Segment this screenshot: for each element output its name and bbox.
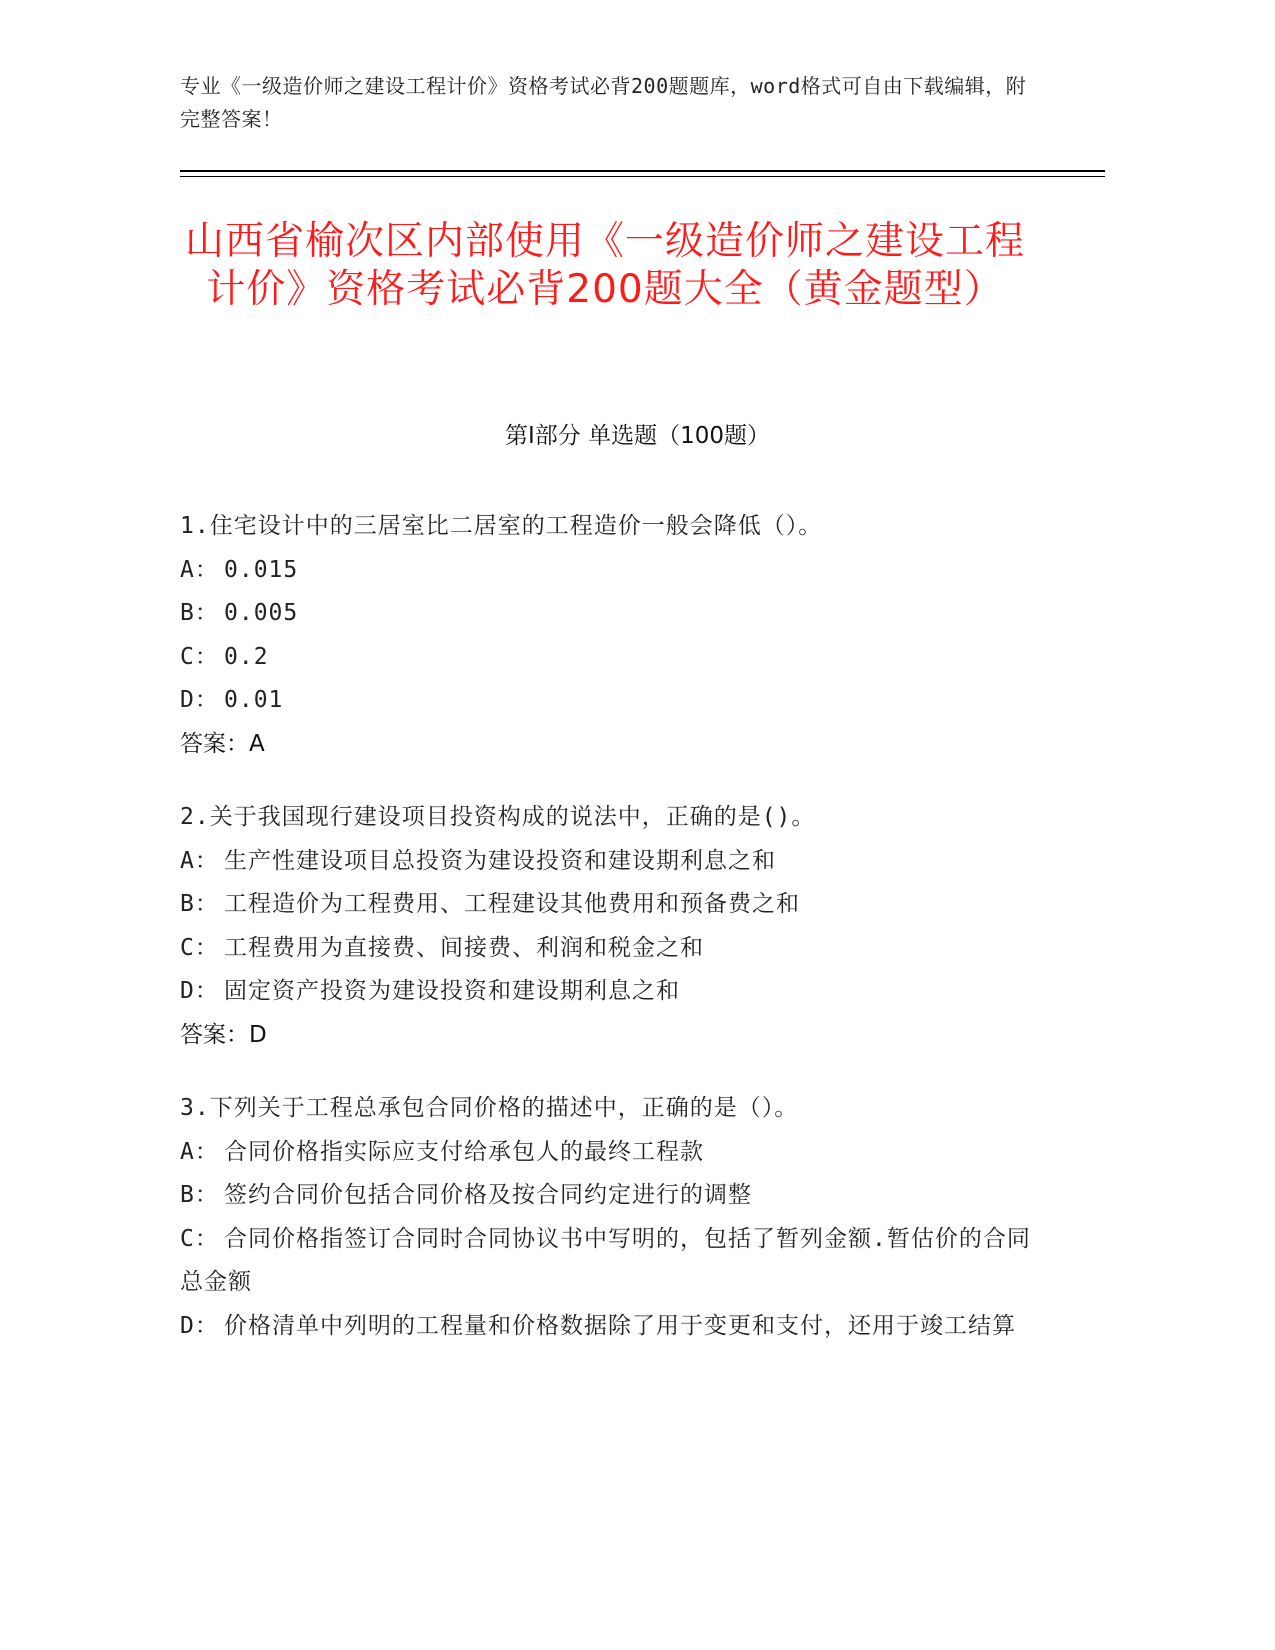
option-label: C：: [180, 643, 219, 670]
option-a: [180, 1131, 1040, 1175]
question-stem: 3.下列关于工程总承包合同价格的描述中，正确的是（）。: [180, 1095, 799, 1121]
option-text: 0.2: [224, 643, 269, 670]
option-b: [180, 1174, 1040, 1218]
option-label: B：: [180, 1182, 219, 1208]
option-label: D：: [180, 687, 219, 713]
option-c: [180, 636, 1040, 680]
question-stem: 2.关于我国现行建设项目投资构成的说法中，正确的是()。: [180, 804, 816, 830]
option-text: 合同价格指实际应支付给承包人的最终工程款: [224, 1138, 704, 1165]
option-text: 合同价格指签订合同时合同协议书中写明的，包括了暂列金额.暂估价的合同总金额: [180, 1225, 1031, 1295]
option-text: 工程费用为直接费、间接费、利润和税金之和: [224, 934, 704, 961]
option-label: A：: [180, 1138, 219, 1165]
header-rule-thick: [180, 170, 1105, 172]
option-label: A：: [180, 847, 219, 874]
section-heading: 第Ⅰ部分 单选题（100题）: [505, 423, 770, 449]
option-d: [180, 1305, 1040, 1349]
option-label: C：: [180, 1225, 219, 1252]
question-item: [180, 796, 1040, 1057]
option-a: [180, 840, 1040, 884]
option-label: D：: [180, 1312, 219, 1339]
option-label: A：: [180, 556, 219, 583]
option-b: [180, 883, 1040, 927]
option-text: 生产性建设项目总投资为建设投资和建设期利息之和: [224, 847, 776, 874]
option-text: 0.015: [224, 556, 299, 583]
option-label: B：: [180, 600, 219, 626]
option-label: B：: [180, 891, 219, 917]
header-note: 专业《一级造价师之建设工程计价》资格考试必背200题题库，word格式可自由下载编辑，附完整答案！: [180, 74, 1027, 131]
option-c: [180, 1218, 1040, 1305]
option-text: 工程造价为工程费用、工程建设其他费用和预备费之和: [224, 891, 800, 917]
answer-line: 答案：A: [180, 730, 265, 757]
option-text: 固定资产投资为建设投资和建设期利息之和: [224, 978, 680, 1004]
answer-line: 答案：D: [180, 1021, 267, 1048]
option-text: 0.01: [224, 687, 284, 713]
option-label: D：: [180, 978, 219, 1004]
option-text: 签约合同价包括合同价格及按合同约定进行的调整: [224, 1182, 752, 1208]
option-text: 价格清单中列明的工程量和价格数据除了用于变更和支付，还用于竣工结算: [224, 1312, 1016, 1339]
header-rule-thin: [180, 176, 1105, 177]
question-item: [180, 1087, 1040, 1348]
option-text: 0.005: [224, 600, 299, 626]
option-d: [180, 970, 1040, 1014]
option-a: [180, 549, 1040, 593]
question-list: [180, 505, 1040, 1378]
option-c: [180, 927, 1040, 971]
option-label: C：: [180, 934, 219, 961]
question-stem: 1.住宅设计中的三居室比二居室的工程造价一般会降低（）。: [180, 513, 823, 539]
question-item: [180, 505, 1040, 766]
option-d: [180, 679, 1040, 723]
document-title: 山西省榆次区内部使用《一级造价师之建设工程计价》资格考试必背200题大全（黄金题型）: [185, 219, 1026, 312]
option-b: [180, 592, 1040, 636]
